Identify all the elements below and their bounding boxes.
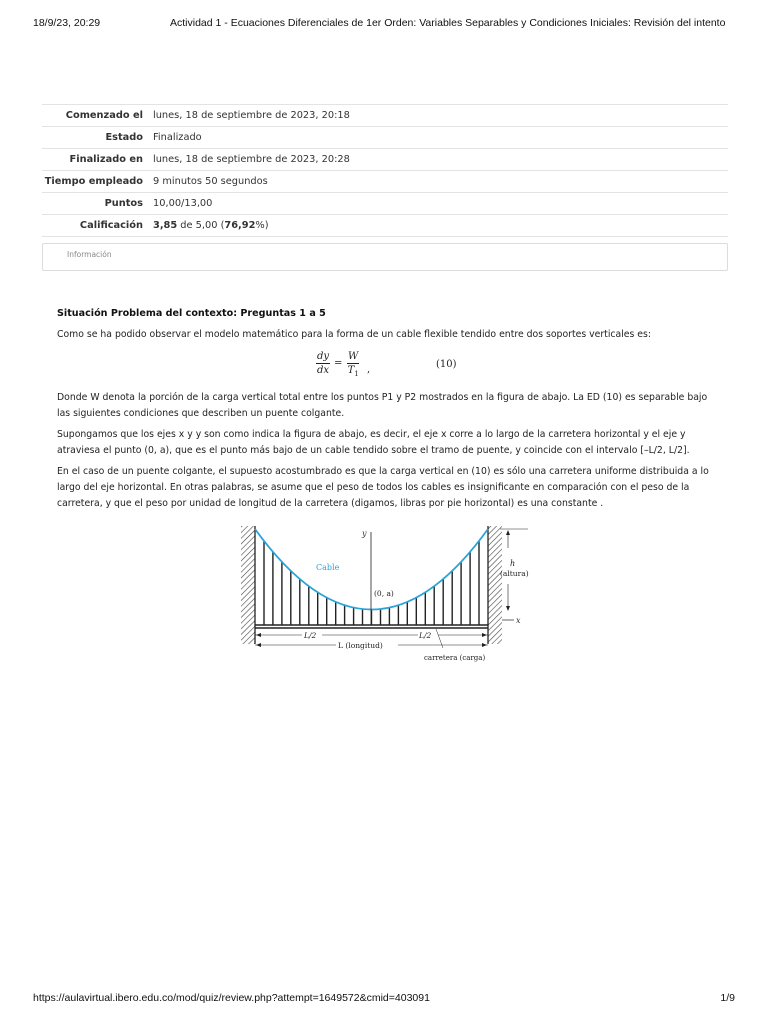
arrowhead [256,643,261,647]
h-label: h [510,559,516,568]
print-page-title: Actividad 1 - Ecuaciones Diferenciales de 1er Orden: Variables Separables y Condiciones Iniciales: Revisión del intento [170,17,726,29]
equation-tag: (10) [436,359,457,370]
grade-end: %) [255,220,269,231]
grade-percent: 76,92 [224,220,256,231]
summary-value: lunes, 18 de septiembre de 2023, 20:28 [153,154,350,165]
vertex-label: (0, a) [374,589,394,598]
fraction-w-t1 [347,350,359,381]
information-label: Información [67,250,112,259]
y-axis-label: y [362,529,367,538]
grade-mid: de 5,00 ( [177,220,225,231]
summary-row-finished [42,149,728,171]
attempt-summary-table [42,104,728,237]
paragraph-intro: Como se ha podido observar el modelo matemático para la forma de un cable flexible tendido entre dos soportes verticales es: [57,329,652,340]
summary-row-started [42,105,728,127]
hanger-cables [264,541,479,625]
print-url: https://aulavirtual.ibero.edu.co/mod/quiz/review.php?attempt=1649572&cmid=403091 [33,992,430,1004]
print-date: 18/9/23, 20:29 [33,17,101,29]
question-content [57,306,713,517]
height-arrowhead-down [506,606,510,611]
paragraph-load: En el caso de un puente colgante, el supuesto acostumbrado es que la carga vertical en (10) es sólo una carretera uniforme distribuida a lo largo del eje horizontal. En otras palabras, se asume que el peso de todos los cables es insignificante en comparación con el peso de la carretera, y que el peso por unidad de longitud de la carretera (digamos, libras por pie horizontal) es una constante . [57,466,709,509]
print-header [33,17,735,33]
fraction-denominator [347,364,359,381]
paragraph-w-definition: Donde W denota la porción de la carga vertical total entre los puntos P1 y P2 mostrados en la figura de abajo. La ED (10) es separable bajo las siguientes condiciones que describen un puente colgante. [57,392,708,419]
information-box [42,243,728,271]
tension-symbol: T [347,365,355,376]
summary-value: lunes, 18 de septiembre de 2023, 20:18 [153,110,350,121]
summary-value: 10,00/13,00 [153,198,213,209]
fraction-dy-dx [316,350,330,378]
summary-row-time [42,171,728,193]
equals-sign: = [334,358,343,369]
equation-10 [310,350,480,386]
half-left-label: L/2 [304,631,317,640]
x-axis-label: x [516,616,521,625]
summary-label: Finalizado en [69,154,143,165]
right-support [488,526,502,644]
arrowhead [256,633,261,637]
summary-label: Comenzado el [65,110,143,121]
tension-subscript: 1 [354,370,359,378]
fraction-numerator: W [348,351,359,362]
summary-label: Tiempo empleado [44,176,143,187]
arrowhead [482,633,487,637]
print-page-number: 1/9 [720,992,735,1004]
summary-value: Finalizado [153,132,202,143]
height-arrowhead-up [506,530,510,535]
height-label: (altura) [500,569,529,578]
summary-value [151,215,728,237]
grade-score: 3,85 [153,220,178,231]
fraction-numerator: dy [317,351,330,362]
half-right-label: L/2 [419,631,432,640]
suspension-bridge-figure [238,524,530,666]
fraction-denominator: dx [317,365,330,376]
summary-row-points [42,193,728,215]
arrowhead [482,643,487,647]
summary-value: 9 minutos 50 segundos [153,176,268,187]
summary-label: Estado [105,132,143,143]
paragraph-axes: Supongamos que los ejes x y y son como indica la figura de abajo, es decir, el eje x corre a lo largo de la carretera horizontal y el eje y atraviesa el punto (0, a), que es el punto más bajo de un cable tendido sobre el tramo de puente, y coincide con el intervalo [–L/2, L/2]. [57,429,690,456]
bridge-diagram [238,524,530,666]
equation-comma: , [367,364,371,375]
summary-row-grade [42,215,728,237]
length-label: L (longitud) [338,641,383,650]
cable-curve [255,529,488,610]
summary-row-state [42,127,728,149]
cable-label: Cable [316,563,340,572]
print-footer [33,992,735,1008]
summary-label: Calificación [79,220,143,231]
road-label: carretera (carga) [424,654,486,662]
summary-label: Puntos [104,198,143,209]
left-support [241,526,255,644]
section-heading: Situación Problema del contexto: Preguntas 1 a 5 [57,308,326,319]
